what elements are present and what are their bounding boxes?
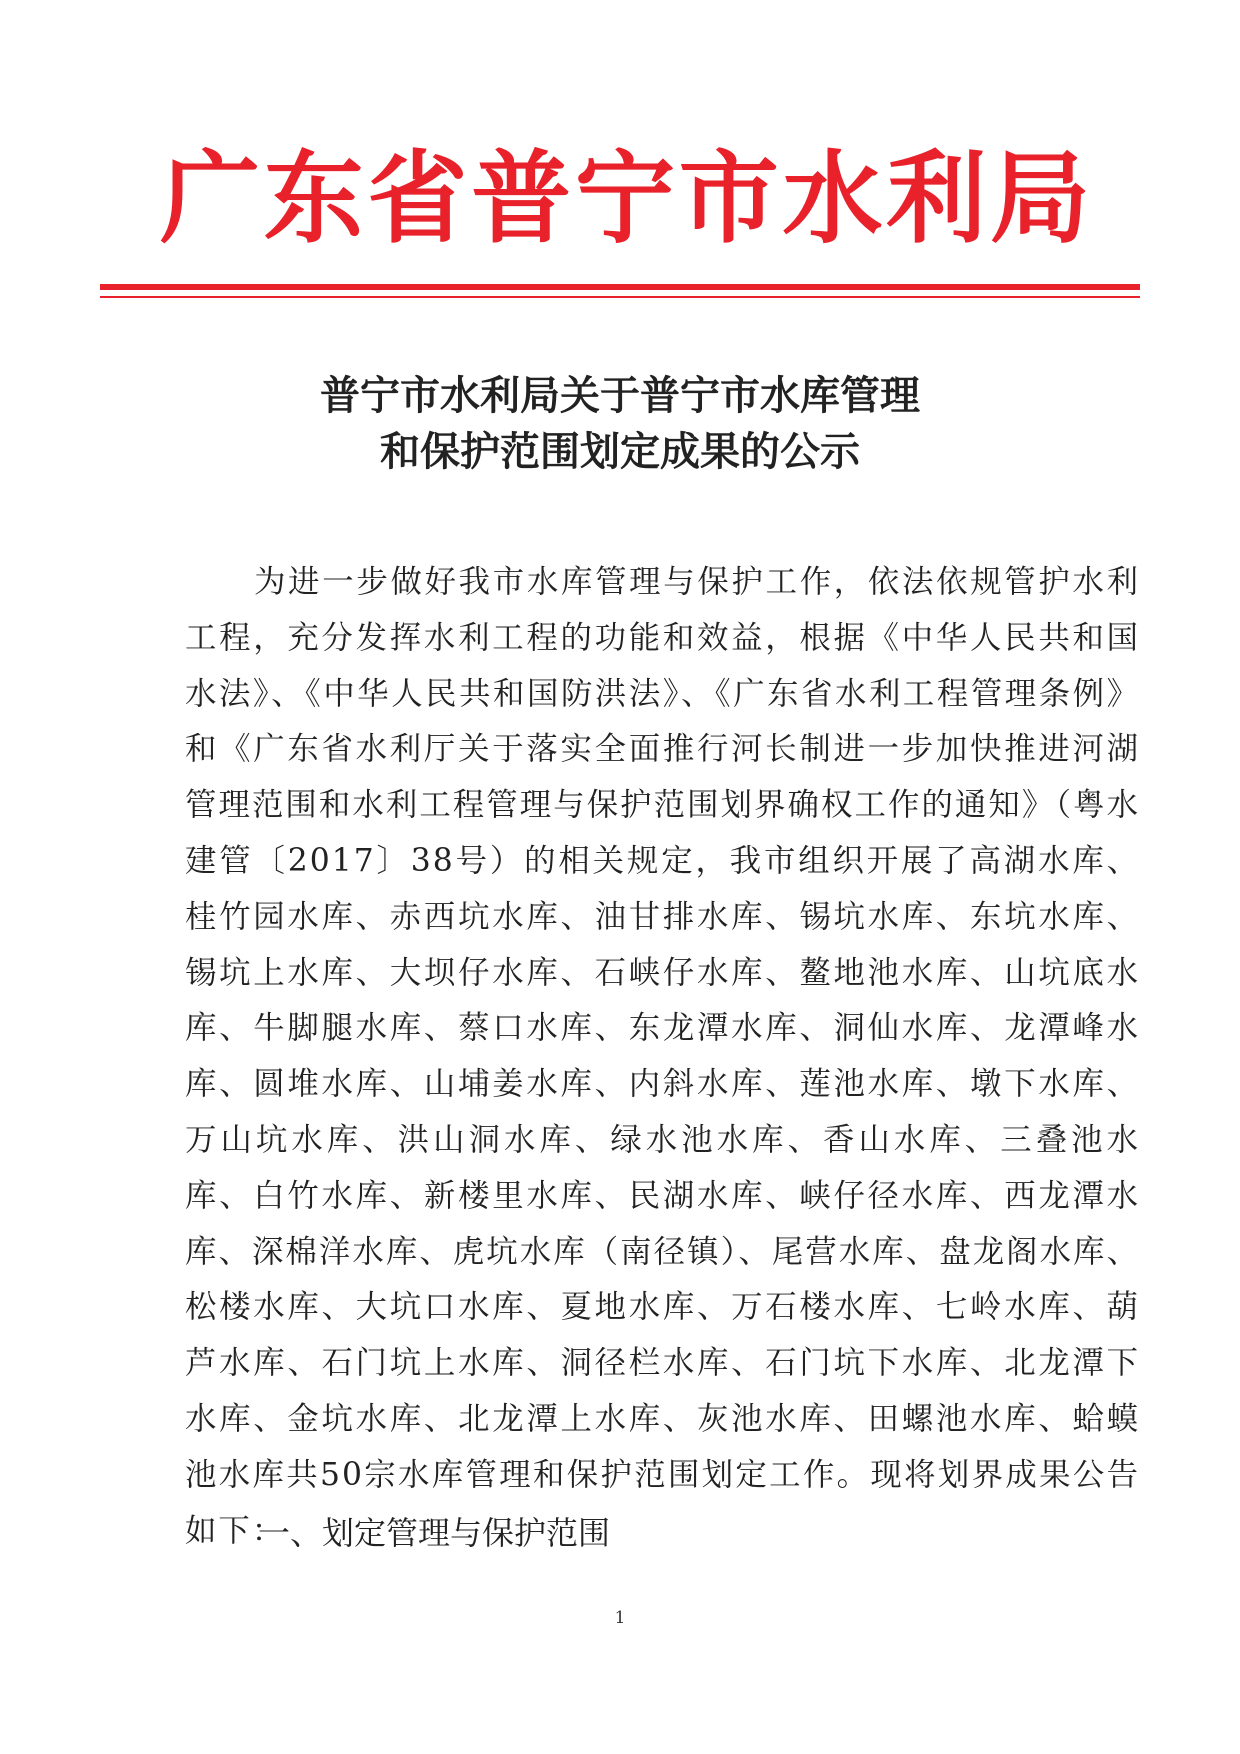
masthead-divider-thin xyxy=(100,296,1140,298)
masthead-divider-thick xyxy=(100,284,1140,290)
masthead-char: 市 xyxy=(678,139,779,257)
document-title-line-2: 和保护范围划定成果的公示 xyxy=(380,428,860,475)
masthead-char: 省 xyxy=(367,139,468,257)
document-title-line-1: 普宁市水利局关于普宁市水库管理 xyxy=(320,372,920,419)
masthead-char: 水 xyxy=(782,139,883,257)
masthead-char: 利 xyxy=(886,139,987,257)
masthead-char: 广 xyxy=(160,139,260,257)
masthead-char: 局 xyxy=(990,139,1090,257)
masthead-char: 东 xyxy=(263,139,364,257)
masthead-char: 普 xyxy=(471,139,572,257)
section-heading: 一、划定管理与保护范围 xyxy=(258,1514,611,1552)
masthead-char: 宁 xyxy=(575,139,675,257)
page-number: 1 xyxy=(614,1608,626,1628)
masthead-title xyxy=(160,138,1090,258)
body-paragraph: 为进一步做好我市水库管理与保护工作，依法依规管护水利工程，充分发挥水利工程的功能和效益，根据《中华人民共和国水法》、《中华人民共和国防洪法》、《广东省水利工程管理条例》和《广东省水利厅关于落实全面推行河长制进一步加快推进河湖管理范围和水利工程管理与保护范围划界确权工作的通知》（粤水建管〔2017〕38号）的相关规定，我市组织开展了高湖水库、桂竹园水库、赤西坑水库、油甘排水库、锡坑水库、东坑水库、锡坑上水库、大坝仔水库、石峡仔水库、鳌地池水库、山坑底水库、牛脚腿水库、蔡口水库、东龙潭水库、洞仙水库、龙潭峰水库、圆堆水库、山埔姜水库、内斜水库、莲池水库、墩下水库、万山坑水库、洪山洞水库、绿水池水库、香山水库、三叠池水库、白竹水库、新楼里水库、民湖水库、峡仔径水库、西龙潭水库、深棉洋水库、虎坑水库（南径镇）、尾营水库、盘龙阁水库、松楼水库、大坑口水库、夏地水库、万石楼水库、七岭水库、葫芦水库、石门坑上水库、洞径栏水库、石门坑下水库、北龙潭下水库、金坑水库、北龙潭上水库、灰池水库、田螺池水库、蛤蟆池水库共50宗水库管理和保护范围划定工作。现将划界成果公告如下： xyxy=(185,564,1140,1549)
